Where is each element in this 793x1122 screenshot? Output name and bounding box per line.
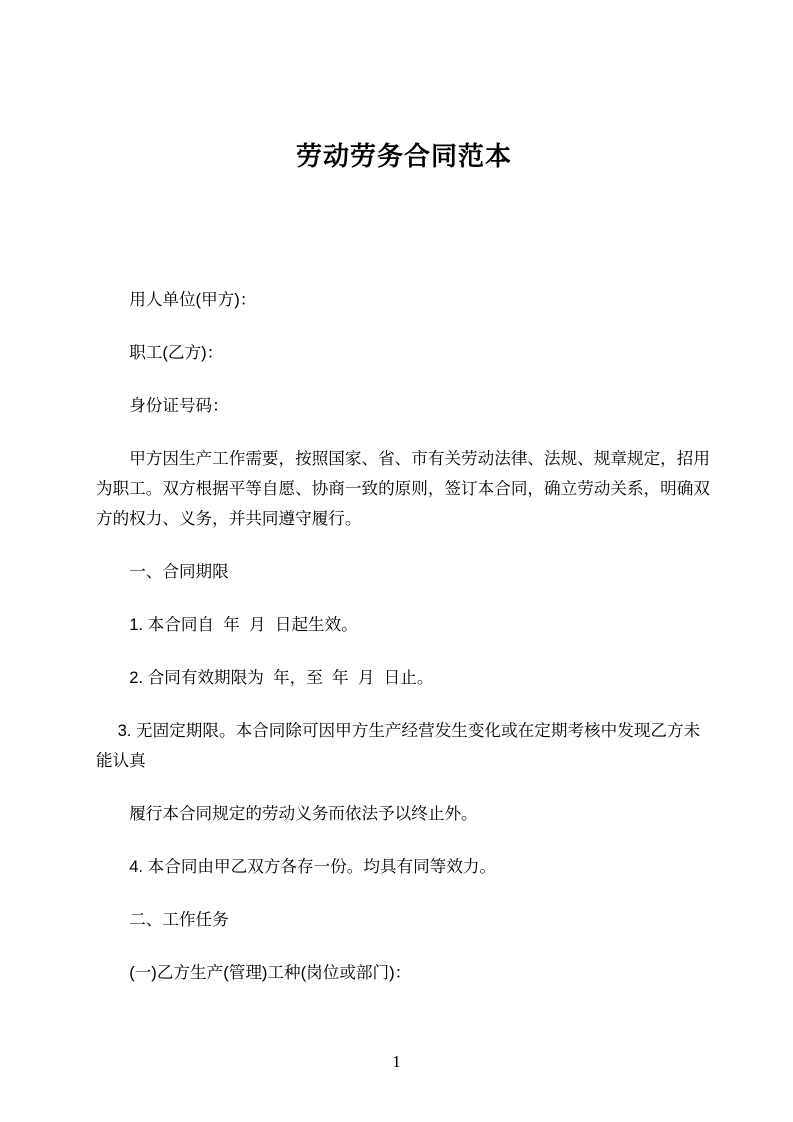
- clause-1-4: 4. 本合同由甲乙双方各存一份。均具有同等效力。: [129, 857, 497, 876]
- clause-1-3-continuation: 履行本合同规定的劳动义务而依法予以终止外。: [129, 804, 478, 823]
- clause-2-1: (一)乙方生产(管理)工种(岗位或部门)：: [129, 963, 412, 982]
- field-employer-label: 用人单位(甲方)：: [129, 290, 257, 309]
- clause-1-1: 1. 本合同自 年 月 日起生效。: [129, 615, 358, 634]
- intro-paragraph: 甲方因生产工作需要，按照国家、省、市有关劳动法律、法规、规章规定，招用为职工。双方根据平等自愿、协商一致的原则，签订本合同，确立劳动关系，明确双方的权力、义务，并共同遵守履行。: [96, 449, 710, 528]
- field-id-number-label: 身份证号码：: [129, 396, 229, 415]
- clause-1-2: 2. 合同有效期限为 年，至 年 月 日止。: [129, 668, 434, 687]
- section-1-heading: 一、合同期限: [129, 562, 229, 581]
- section-2-heading: 二、工作任务: [129, 910, 229, 929]
- clause-1-3: 3. 无固定期限。本合同除可因甲方生产经营发生变化或在定期考核中发现乙方未能认真: [96, 721, 701, 770]
- field-employee-label: 职工(乙方)：: [129, 343, 224, 362]
- document-title: 劳动劳务合同范本: [295, 141, 512, 171]
- page-number: 1: [392, 1052, 401, 1071]
